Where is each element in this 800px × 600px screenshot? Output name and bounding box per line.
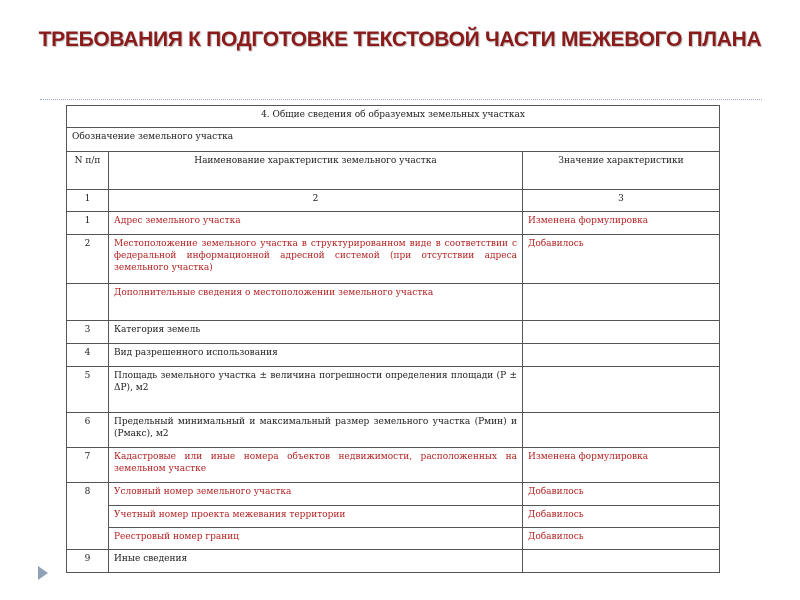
row-number [67,284,109,321]
row-number: 3 [67,321,109,344]
table-row [67,235,720,284]
row-number: 4 [67,344,109,367]
row-number: 2 [67,235,109,284]
row-value [523,550,720,573]
row-value [523,413,720,448]
col-header-number: N п/п [67,152,109,190]
table-row [67,344,720,367]
row-name: Местоположение земельного участка в структурированном виде в соответствии с федеральной информационной адресной системой (при отсутствии адреса земельного участка) [109,235,523,284]
col-number-1: 1 [67,190,109,212]
row-name: Кадастровые или иные номера объектов недвижимости, расположенных на земельном участке [109,448,523,483]
row-number: 1 [67,212,109,235]
designation-label: Обозначение земельного участка [67,128,720,152]
row-name: Условный номер земельного участка [109,483,523,506]
row-name: Площадь земельного участка ± величина погрешности определения площади (P ± ΔP), м2 [109,367,523,413]
row-value: Добавилось [523,235,720,284]
row-number: 8 [67,483,109,550]
mezhevoy-plan-table [66,105,720,573]
row-name: Иные сведения [109,550,523,573]
row-name: Адрес земельного участка [109,212,523,235]
column-header-row [67,152,720,190]
section-header: 4. Общие сведения об образуемых земельных участках [67,106,720,128]
slide-play-icon[interactable] [38,566,48,580]
row-number: 5 [67,367,109,413]
row-value: Добавилось [523,483,720,506]
row-number: 6 [67,413,109,448]
row-number: 7 [67,448,109,483]
table-row [67,212,720,235]
col-header-value: Значение характеристики [523,152,720,190]
row-name: Учетный номер проекта межевания территории [109,506,523,528]
row-value [523,367,720,413]
row-value [523,321,720,344]
table-row [67,367,720,413]
row-value [523,284,720,321]
page-title: ТРЕБОВАНИЯ К ПОДГОТОВКЕ ТЕКСТОВОЙ ЧАСТИ МЕЖЕВОГО ПЛАНА [38,28,762,51]
row-name: Дополнительные сведения о местоположении земельного участка [109,284,523,321]
table-row [67,284,720,321]
section-header-row [67,106,720,128]
row-value: Изменена формулировка [523,212,720,235]
title-divider [40,99,762,100]
row-value: Изменена формулировка [523,448,720,483]
row-name: Вид разрешенного использования [109,344,523,367]
row-name: Реестровый номер границ [109,528,523,550]
table-row [67,321,720,344]
row-value: Добавилось [523,506,720,528]
row-value [523,344,720,367]
row-number: 9 [67,550,109,573]
column-number-row [67,190,720,212]
table-row [67,528,720,550]
table-row [67,506,720,528]
row-value: Добавилось [523,528,720,550]
table-row [67,413,720,448]
table-row [67,483,720,506]
col-number-2: 2 [109,190,523,212]
table-row [67,448,720,483]
row-name: Категория земель [109,321,523,344]
col-number-3: 3 [523,190,720,212]
table-row [67,550,720,573]
designation-row [67,128,720,152]
row-name: Предельный минимальный и максимальный размер земельного участка (Pмин) и (Pмакс), м2 [109,413,523,448]
col-header-name: Наименование характеристик земельного участка [109,152,523,190]
